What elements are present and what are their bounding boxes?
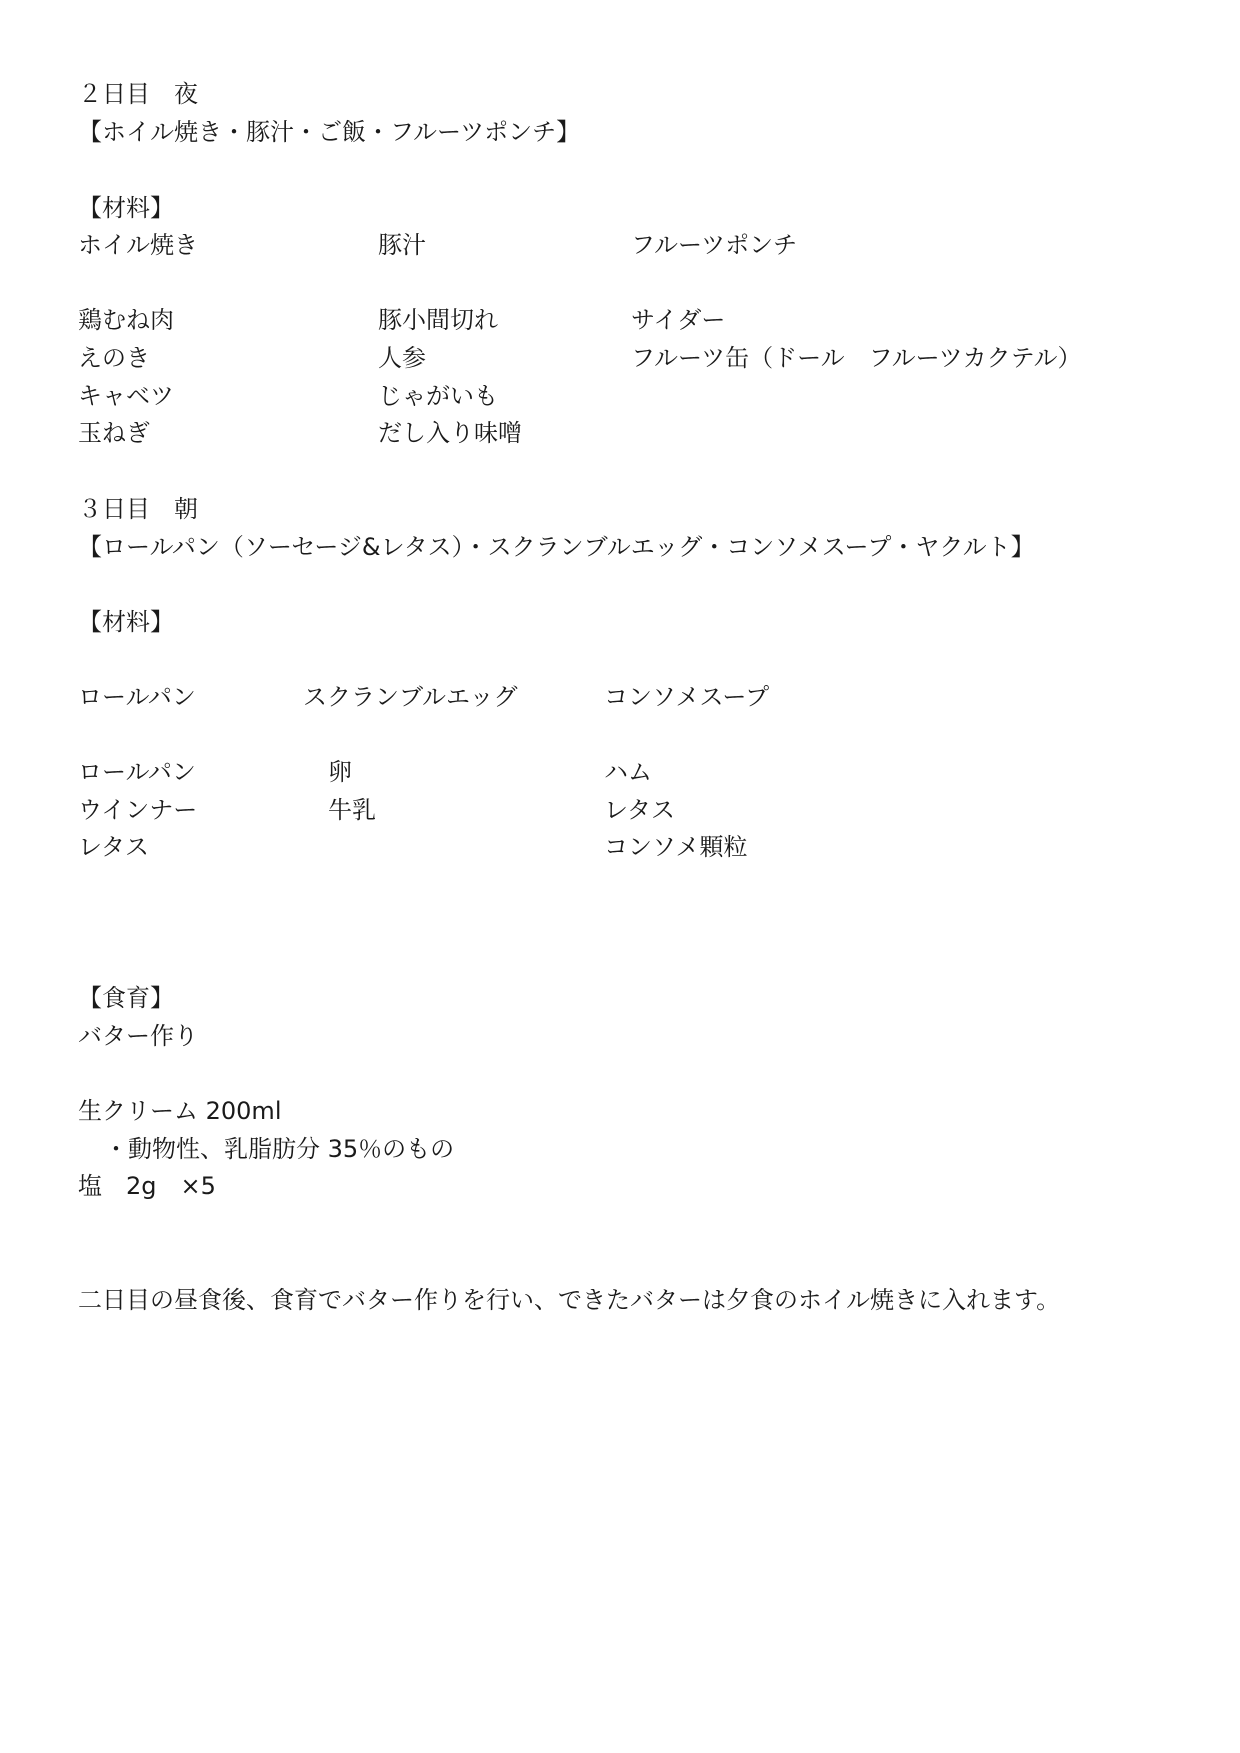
- day3-heading: ３日目 朝: [78, 495, 198, 523]
- food-education-note: 二日目の昼食後、食育でバター作りを行い、できたバターは夕食のホイル焼きに入れます。: [78, 1286, 1061, 1314]
- day3-col3-item: コンソメ顆粒: [604, 833, 748, 861]
- day2-col2-item: 人参: [378, 344, 426, 372]
- day3-col3-item: ハム: [604, 758, 652, 786]
- day3-col2-title: スクランブルエッグ: [303, 683, 518, 711]
- day2-col2-item: だし入り味噌: [378, 419, 522, 447]
- day2-col1-item: えのき: [78, 344, 150, 372]
- day3-ingredients-label: 【材料】: [78, 608, 174, 636]
- cream-amount: 生クリーム 200ml: [78, 1097, 282, 1125]
- food-education-label: 【食育】: [78, 984, 174, 1012]
- day2-ingredients-label: 【材料】: [78, 194, 174, 222]
- day2-menu: 【ホイル焼き・豚汁・ご飯・フルーツポンチ】: [78, 118, 581, 146]
- day2-col2-item: 豚小間切れ: [378, 306, 498, 334]
- day2-col3-title: フルーツポンチ: [631, 231, 798, 259]
- day3-col2-item: 卵: [328, 758, 352, 786]
- day2-col2-title: 豚汁: [378, 231, 426, 259]
- day2-col1-item: キャベツ: [78, 382, 174, 410]
- day2-col2-item: じゃがいも: [378, 382, 498, 410]
- day2-heading: ２日目 夜: [78, 80, 198, 108]
- day3-col2-item: 牛乳: [328, 796, 376, 824]
- day3-col1-title: ロールパン: [78, 683, 196, 711]
- day2-col1-item: 玉ねぎ: [78, 419, 150, 447]
- day3-col1-item: ウインナー: [78, 796, 198, 824]
- salt-amount: 塩 2g ×5: [78, 1172, 216, 1200]
- food-education-title: バター作り: [78, 1022, 198, 1050]
- day3-col1-item: レタス: [78, 833, 150, 861]
- day3-menu: 【ロールパン（ソーセージ&レタス）・スクランブルエッグ・コンソメスープ・ヤクルト】: [78, 533, 1035, 561]
- day3-col3-item: レタス: [604, 796, 676, 824]
- day2-col1-title: ホイル焼き: [78, 231, 198, 259]
- day2-col3-item: フルーツ缶（ドール フルーツカクテル）: [631, 344, 1082, 372]
- day3-col3-title: コンソメスープ: [604, 683, 770, 711]
- day2-col1-item: 鶏むね肉: [78, 306, 174, 334]
- cream-note: ・動物性、乳脂肪分 35％のもの: [104, 1135, 455, 1163]
- day2-col3-item: サイダー: [631, 306, 726, 334]
- day3-col1-item: ロールパン: [78, 758, 196, 786]
